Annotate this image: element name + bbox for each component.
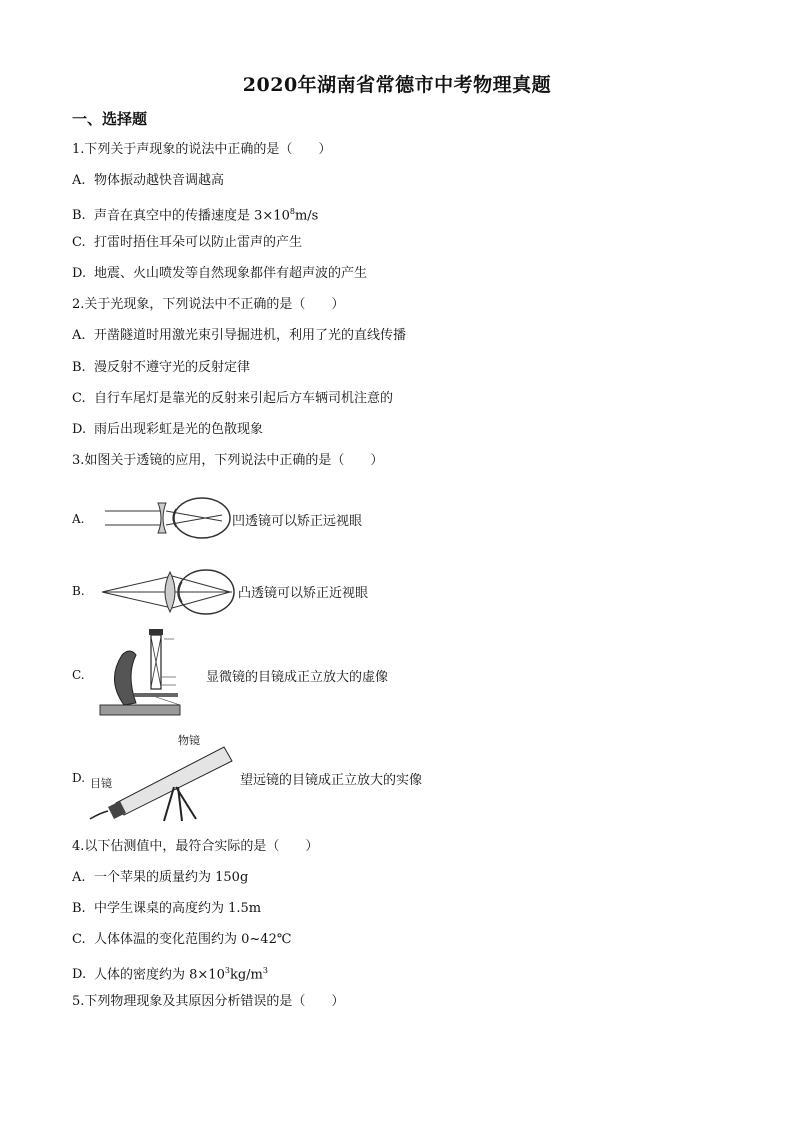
question-4-option-d [72,962,268,984]
option-text: 声音在真空中的传播速度是 3×10 [94,208,290,224]
option-letter: C. [72,235,86,250]
option-letter: C. [72,932,86,947]
question-5-stem: 5.下列物理现象及其原因分析错误的是（ ） [72,994,345,1009]
section-heading: 一、选择题 [72,110,148,128]
option-text: 望远镜的目镜成正立放大的实像 [240,773,423,788]
eye-convex-lens-figure [100,566,240,618]
option-letter: D. [72,771,86,785]
option-text: 显微镜的目镜成正立放大的虚像 [206,670,389,685]
question-4-stem: 4.以下估测值中，最符合实际的是（ ） [72,839,319,854]
option-letter: A. [72,328,86,343]
question-4-option-b [72,900,261,918]
option-text: 物体振动越快音调越高 [94,173,225,188]
option-text-unit: m/s [294,208,319,224]
option-superscript: 8 [289,207,295,216]
option-text: 凸透镜可以矫正近视眼 [238,586,369,601]
eye-concave-lens-figure [100,495,235,543]
option-text: 开凿隧道时用激光束引导掘进机，利用了光的直线传播 [94,328,407,343]
option-letter: C. [72,391,86,406]
option-text: 中学生课桌的高度约为 1.5m [94,901,262,916]
option-letter: B. [72,584,85,598]
question-1-option-b [72,203,318,225]
option-letter: B. [72,360,86,375]
option-text: 自行车尾灯是靠光的反射来引起后方车辆司机注意的 [94,391,394,406]
option-superscript: 3 [262,966,268,975]
option-letter: D. [72,967,87,983]
objective-lens-label: 物镜 [178,734,200,747]
question-4-option-c [72,931,291,949]
option-text: 一个苹果的质量约为 150g [94,870,249,885]
option-letter: B. [72,901,86,916]
option-text: 人体的密度约为 8×10 [94,967,225,983]
question-2-option-d [72,421,263,439]
question-1-stem: 1.下列关于声现象的说法中正确的是（ ） [72,142,332,157]
question-4-option-a [72,869,248,887]
option-text: 人体体温的变化范围约为 0~42℃ [94,932,292,947]
option-letter: A. [72,173,86,188]
question-3-stem: 3.如图关于透镜的应用，下列说法中正确的是（ ） [72,453,384,468]
option-text: 漫反射不遵守光的反射定律 [94,360,251,375]
option-text: 凹透镜可以矫正远视眼 [232,514,363,529]
option-letter: B. [72,208,86,224]
option-superscript: 3 [224,966,230,975]
option-letter: A. [72,870,86,885]
option-letter: D. [72,422,87,437]
question-2-option-c [72,390,393,408]
option-text-unit: kg/m [229,967,263,983]
question-2-option-b [72,359,250,377]
question-1-option-a [72,172,224,190]
eyepiece-label: 目镜 [90,777,112,790]
option-text: 地震、火山喷发等自然现象都伴有超声波的产生 [94,266,368,281]
page-title: 2020年湖南省常德市中考物理真题 [242,74,552,96]
option-letter: D. [72,266,87,281]
question-2-stem: 2.关于光现象，下列说法中不正确的是（ ） [72,297,345,312]
option-letter: A. [72,512,85,526]
question-1-option-c [72,234,302,252]
question-1-option-d [72,265,367,283]
question-2-option-a [72,327,406,345]
microscope-figure [96,625,196,720]
option-text: 打雷时捂住耳朵可以防止雷声的产生 [94,235,303,250]
option-text: 雨后出现彩虹是光的色散现象 [94,422,264,437]
option-letter: C. [72,668,85,682]
